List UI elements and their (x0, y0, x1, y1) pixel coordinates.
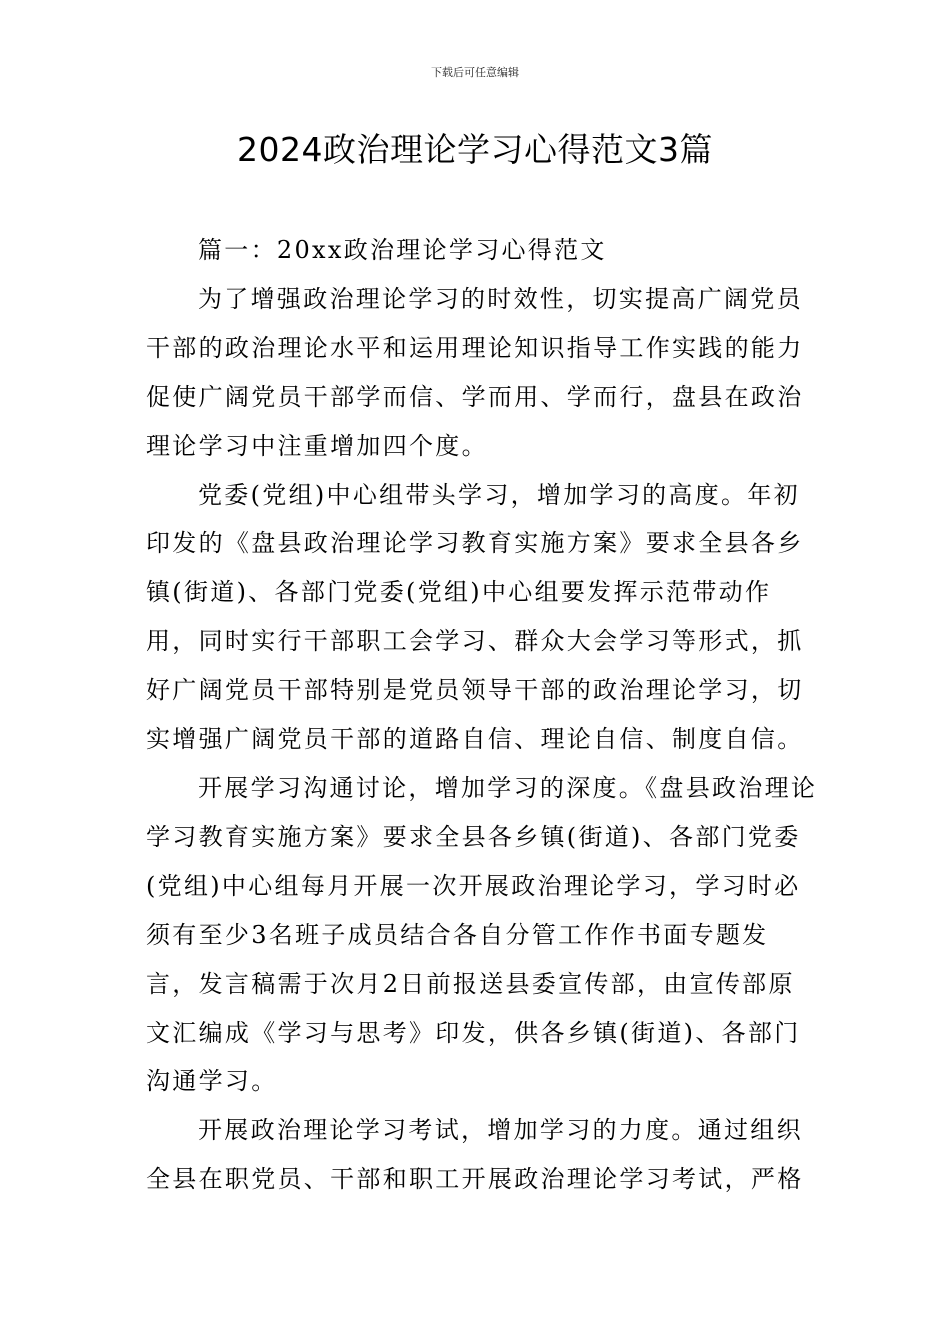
body-paragraph: 党委(党组)中心组带头学习，增加学习的高度。年初印发的《盘县政治理论学习教育实施方案》要求全县各乡镇(街道)、各部门党委(党组)中心组要发挥示范带动作用，同时实行干部职工会学习、群众大会学习等形式，抓好广阔党员干部特别是党员领导干部的政治理论学习，切实增强广阔党员干部的道路自信、理论自信、制度自信。 (146, 480, 804, 754)
body-paragraph: 开展学习沟通讨论，增加学习的深度。《盘县政治理论学习教育实施方案》要求全县各乡镇(街道)、各部门党委(党组)中心组每月开展一次开展政治理论学习，学习时必须有至少3名班子成员结合各自分管工作作书面专题发言，发言稿需于次月2日前报送县委宣传部，由宣传部原文汇编成《学习与思考》印发，供各乡镇(街道)、各部门沟通学习。 (146, 773, 818, 1096)
document-title: 2024政治理论学习心得范文3篇 (237, 130, 713, 169)
body-paragraph: 为了增强政治理论学习的时效性，切实提高广阔党员干部的政治理论水平和运用理论知识指导工作实践的能力促使广阔党员干部学而信、学而用、学而行，盘县在政治理论学习中注重增加四个度。 (146, 284, 804, 460)
page-header: 下载后可任意编辑 (431, 66, 519, 79)
document-body (146, 226, 818, 1204)
section-heading: 篇一：20xx政治理论学习心得范文 (198, 236, 607, 264)
body-paragraph: 开展政治理论学习考试，增加学习的力度。通过组织全县在职党员、干部和职工开展政治理论学习考试，严格 (146, 1116, 804, 1194)
